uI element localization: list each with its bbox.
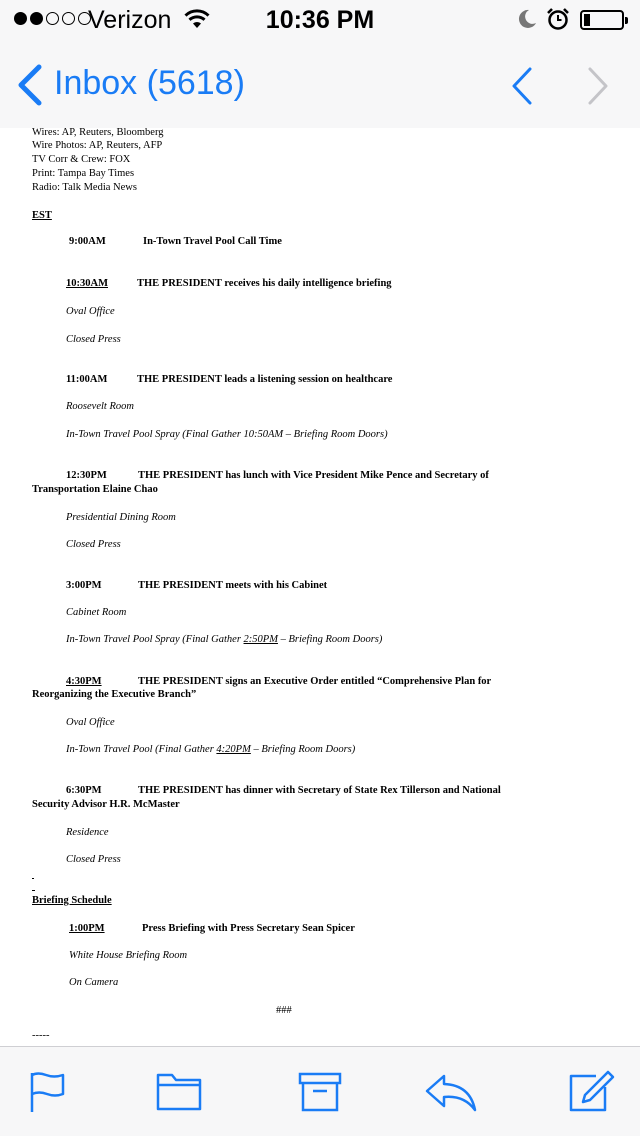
- previous-message-button[interactable]: [508, 66, 536, 111]
- event-coverage: In-Town Travel Pool Spray (Final Gather 2:50PM – Briefing Room Doors): [66, 634, 383, 645]
- reply-icon[interactable]: [424, 1073, 478, 1118]
- briefing-title: Press Briefing with Press Secretary Sean Spicer: [142, 923, 355, 934]
- separator-dashes: -----: [32, 1030, 50, 1041]
- stray-mark: [32, 890, 35, 891]
- event-time: 11:00AM: [66, 374, 108, 385]
- bottom-toolbar: [0, 1047, 640, 1136]
- event-time: 9:00AM: [69, 236, 106, 247]
- event-location: Residence: [66, 827, 109, 838]
- event-coverage: In-Town Travel Pool Spray (Final Gather 10:50AM – Briefing Room Doors): [66, 429, 388, 440]
- end-mark: ###: [276, 1005, 292, 1016]
- battery-icon: [580, 10, 624, 30]
- event-location: Oval Office: [66, 717, 115, 728]
- stray-mark: [32, 878, 34, 879]
- briefing-schedule-heading: Briefing Schedule: [32, 895, 112, 906]
- event-title: THE PRESIDENT receives his daily intelligence briefing: [137, 278, 392, 289]
- flag-icon[interactable]: [29, 1071, 67, 1118]
- event-coverage: Closed Press: [66, 334, 121, 345]
- back-to-inbox-button[interactable]: Inbox (5618): [54, 64, 245, 102]
- event-time: 6:30PM: [66, 785, 102, 796]
- compose-icon[interactable]: [568, 1069, 616, 1118]
- event-time: 12:30PM: [66, 470, 107, 481]
- event-time: 3:00PM: [66, 580, 102, 591]
- event-location: Cabinet Room: [66, 607, 127, 618]
- coverage-tv: TV Corr & Crew: FOX: [32, 154, 131, 165]
- event-coverage: Closed Press: [66, 854, 121, 865]
- do-not-disturb-icon: [516, 8, 538, 35]
- event-title: In-Town Travel Pool Call Time: [143, 236, 282, 247]
- status-bar: [0, 0, 640, 40]
- briefing-time: 1:00PM: [69, 923, 105, 934]
- coverage-radio: Radio: Talk Media News: [32, 182, 137, 193]
- briefing-location: White House Briefing Room: [69, 950, 188, 961]
- event-title-continued: Transportation Elaine Chao: [32, 484, 158, 495]
- event-title: THE PRESIDENT has lunch with Vice President Mike Pence and Secretary of: [138, 470, 489, 481]
- alarm-icon: [546, 7, 570, 36]
- archive-icon[interactable]: [298, 1072, 342, 1117]
- next-message-button[interactable]: [584, 66, 612, 111]
- event-coverage: Closed Press: [66, 539, 121, 550]
- navigation-bar: [0, 40, 640, 128]
- briefing-coverage: On Camera: [69, 977, 119, 988]
- coverage-wire-photos: Wire Photos: AP, Reuters, AFP: [32, 140, 163, 151]
- folder-icon[interactable]: [156, 1073, 202, 1116]
- timezone-heading: EST: [32, 210, 52, 221]
- event-time: 10:30AM: [66, 278, 108, 289]
- coverage-print: Print: Tampa Bay Times: [32, 168, 135, 179]
- event-coverage: In-Town Travel Pool (Final Gather 4:20PM – Briefing Room Doors): [66, 744, 356, 755]
- event-title: THE PRESIDENT has dinner with Secretary of State Rex Tillerson and National: [138, 785, 501, 796]
- event-location: Roosevelt Room: [66, 401, 134, 412]
- event-location: Oval Office: [66, 306, 115, 317]
- event-title-continued: Reorganizing the Executive Branch”: [32, 689, 197, 700]
- clock: 10:36 PM: [265, 6, 375, 34]
- coverage-wires: Wires: AP, Reuters, Bloomberg: [32, 128, 164, 138]
- message-body: [0, 128, 640, 1046]
- event-title: THE PRESIDENT signs an Executive Order entitled “Comprehensive Plan for: [138, 676, 492, 687]
- event-location: Presidential Dining Room: [66, 512, 176, 523]
- event-title-continued: Security Advisor H.R. McMaster: [32, 799, 180, 810]
- carrier-name: Verizon: [88, 6, 172, 34]
- event-title: THE PRESIDENT meets with his Cabinet: [138, 580, 328, 591]
- event-title: THE PRESIDENT leads a listening session on healthcare: [137, 374, 393, 385]
- back-chevron-icon[interactable]: [14, 64, 44, 111]
- event-time: 4:30PM: [66, 676, 102, 687]
